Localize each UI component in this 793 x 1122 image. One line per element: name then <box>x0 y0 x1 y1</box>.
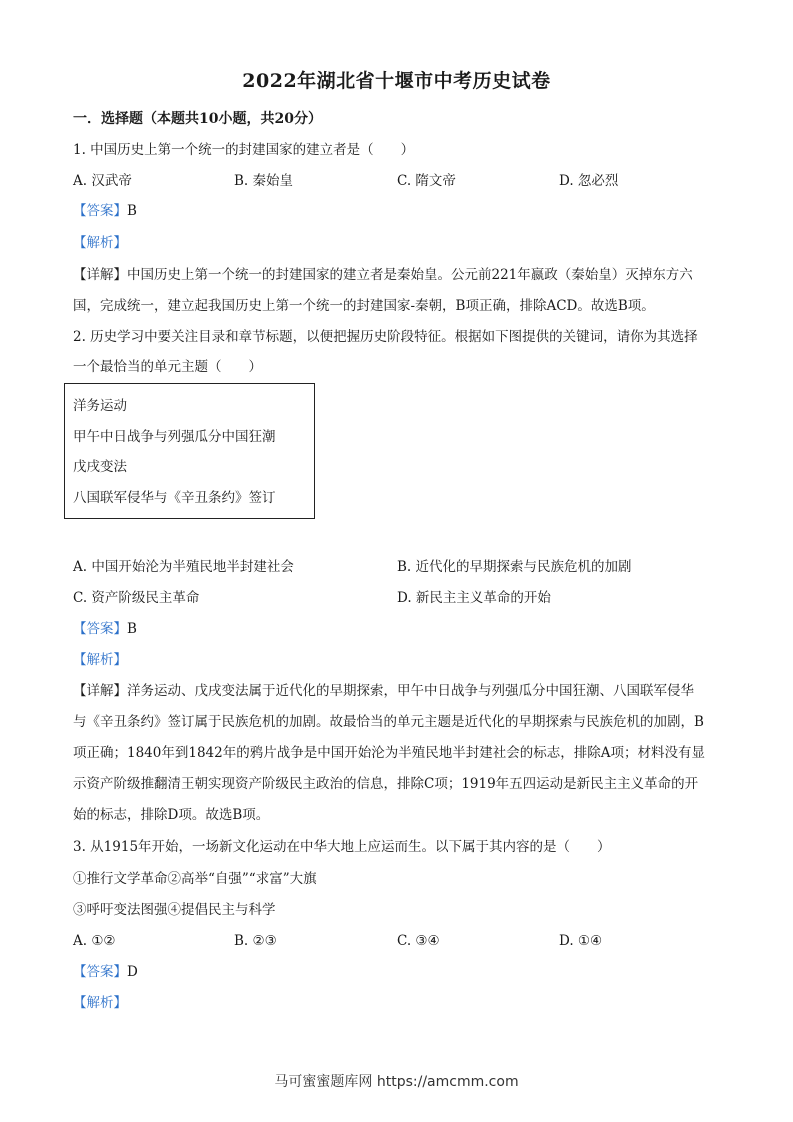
q2-option-b: B. 近代化的早期探索与民族危机的加剧 <box>397 559 632 575</box>
section-heading: 一．选择题（本题共10小题，共20分） <box>73 111 322 127</box>
q1-analysis-tag: 【解析】 <box>73 235 127 251</box>
q2-analysis-tag: 【解析】 <box>73 652 127 668</box>
keyword-item: 洋务运动 <box>73 398 127 414</box>
q2-option-a: A. 中国开始沦为半殖民地半封建社会 <box>73 559 294 575</box>
keyword-item: 甲午中日战争与列强瓜分中国狂潮 <box>73 429 276 445</box>
q3-items-line-2: ③呼吁变法图强④提倡民主与科学 <box>73 902 276 918</box>
q2-detail-line-5: 始的标志，排除D项。故选B项。 <box>73 807 270 823</box>
detail-tag: 【详解】 <box>73 267 127 283</box>
q2-detail-line-3: 项正确；1840年到1842年的鸦片战争是中国开始沦为半殖民地半封建社会的标志，排除A项；材料没有显 <box>73 745 705 761</box>
q2-detail-line-2: 与《辛丑条约》签订属于民族危机的加剧。故最恰当的单元主题是近代化的早期探索与民族危机的加剧，B <box>73 714 704 730</box>
q1-option-a: A. 汉武帝 <box>73 173 132 189</box>
answer-tag: 【答案】 <box>73 964 127 980</box>
q2-answer <box>73 619 137 639</box>
answer-tag: 【答案】 <box>73 203 127 219</box>
detail-text: 中国历史上第一个统一的封建国家的建立者是秦始皇。公元前221年嬴政（秦始皇）灭掉东方六 <box>127 267 693 283</box>
q3-analysis-tag: 【解析】 <box>73 995 127 1011</box>
q2-option-d: D. 新民主主义革命的开始 <box>397 590 551 606</box>
keyword-item: 戊戌变法 <box>73 459 127 475</box>
answer-value: B <box>127 621 137 637</box>
q3-answer <box>73 962 138 982</box>
q3-option-a: A. ①② <box>73 933 116 949</box>
q1-detail-line-2: 国，完成统一，建立起我国历史上第一个统一的封建国家-秦朝，B项正确，排除ACD。故选B项。 <box>73 298 655 314</box>
detail-tag: 【详解】 <box>73 683 127 699</box>
answer-value: B <box>127 203 137 219</box>
keyword-box <box>64 383 315 519</box>
answer-tag: 【答案】 <box>73 621 127 637</box>
q3-items-line-1: ①推行文学革命②高举“自强”“求富”大旗 <box>73 871 317 887</box>
q1-option-d: D. 忽必烈 <box>559 173 619 189</box>
q2-stem-line-2: 一个最恰当的单元主题（ ） <box>73 359 262 375</box>
q1-stem: 1. 中国历史上第一个统一的封建国家的建立者是（ ） <box>73 142 415 158</box>
q1-answer <box>73 201 137 221</box>
q3-option-b: B. ②③ <box>234 933 277 949</box>
keyword-item: 八国联军侵华与《辛丑条约》签订 <box>73 490 276 506</box>
q2-detail-line-1 <box>73 681 694 701</box>
q3-stem: 3. 从1915年开始，一场新文化运动在中华大地上应运而生。以下属于其内容的是（ ） <box>73 839 611 855</box>
page-title: 2022年湖北省十堰市中考历史试卷 <box>242 70 551 92</box>
q3-option-d: D. ①④ <box>559 933 603 949</box>
answer-value: D <box>127 964 138 980</box>
detail-text: 洋务运动、戊戌变法属于近代化的早期探索，甲午中日战争与列强瓜分中国狂潮、八国联军侵华 <box>127 683 694 699</box>
footer-watermark: 马可蜜蜜题库网 https://amcmm.com <box>274 1074 519 1090</box>
q1-detail-line-1 <box>73 265 693 285</box>
q1-option-c: C. 隋文帝 <box>397 173 456 189</box>
q2-stem-line-1: 2. 历史学习中要关注目录和章节标题，以便把握历史阶段特征。根据如下图提供的关键词，请你为其选择 <box>73 329 698 345</box>
q2-option-c: C. 资产阶级民主革命 <box>73 590 200 606</box>
q3-option-c: C. ③④ <box>397 933 440 949</box>
q2-detail-line-4: 示资产阶级推翻清王朝实现资产阶级民主政治的信息，排除C项；1919年五四运动是新民主主义革命的开 <box>73 776 699 792</box>
q1-option-b: B. 秦始皇 <box>234 173 294 189</box>
